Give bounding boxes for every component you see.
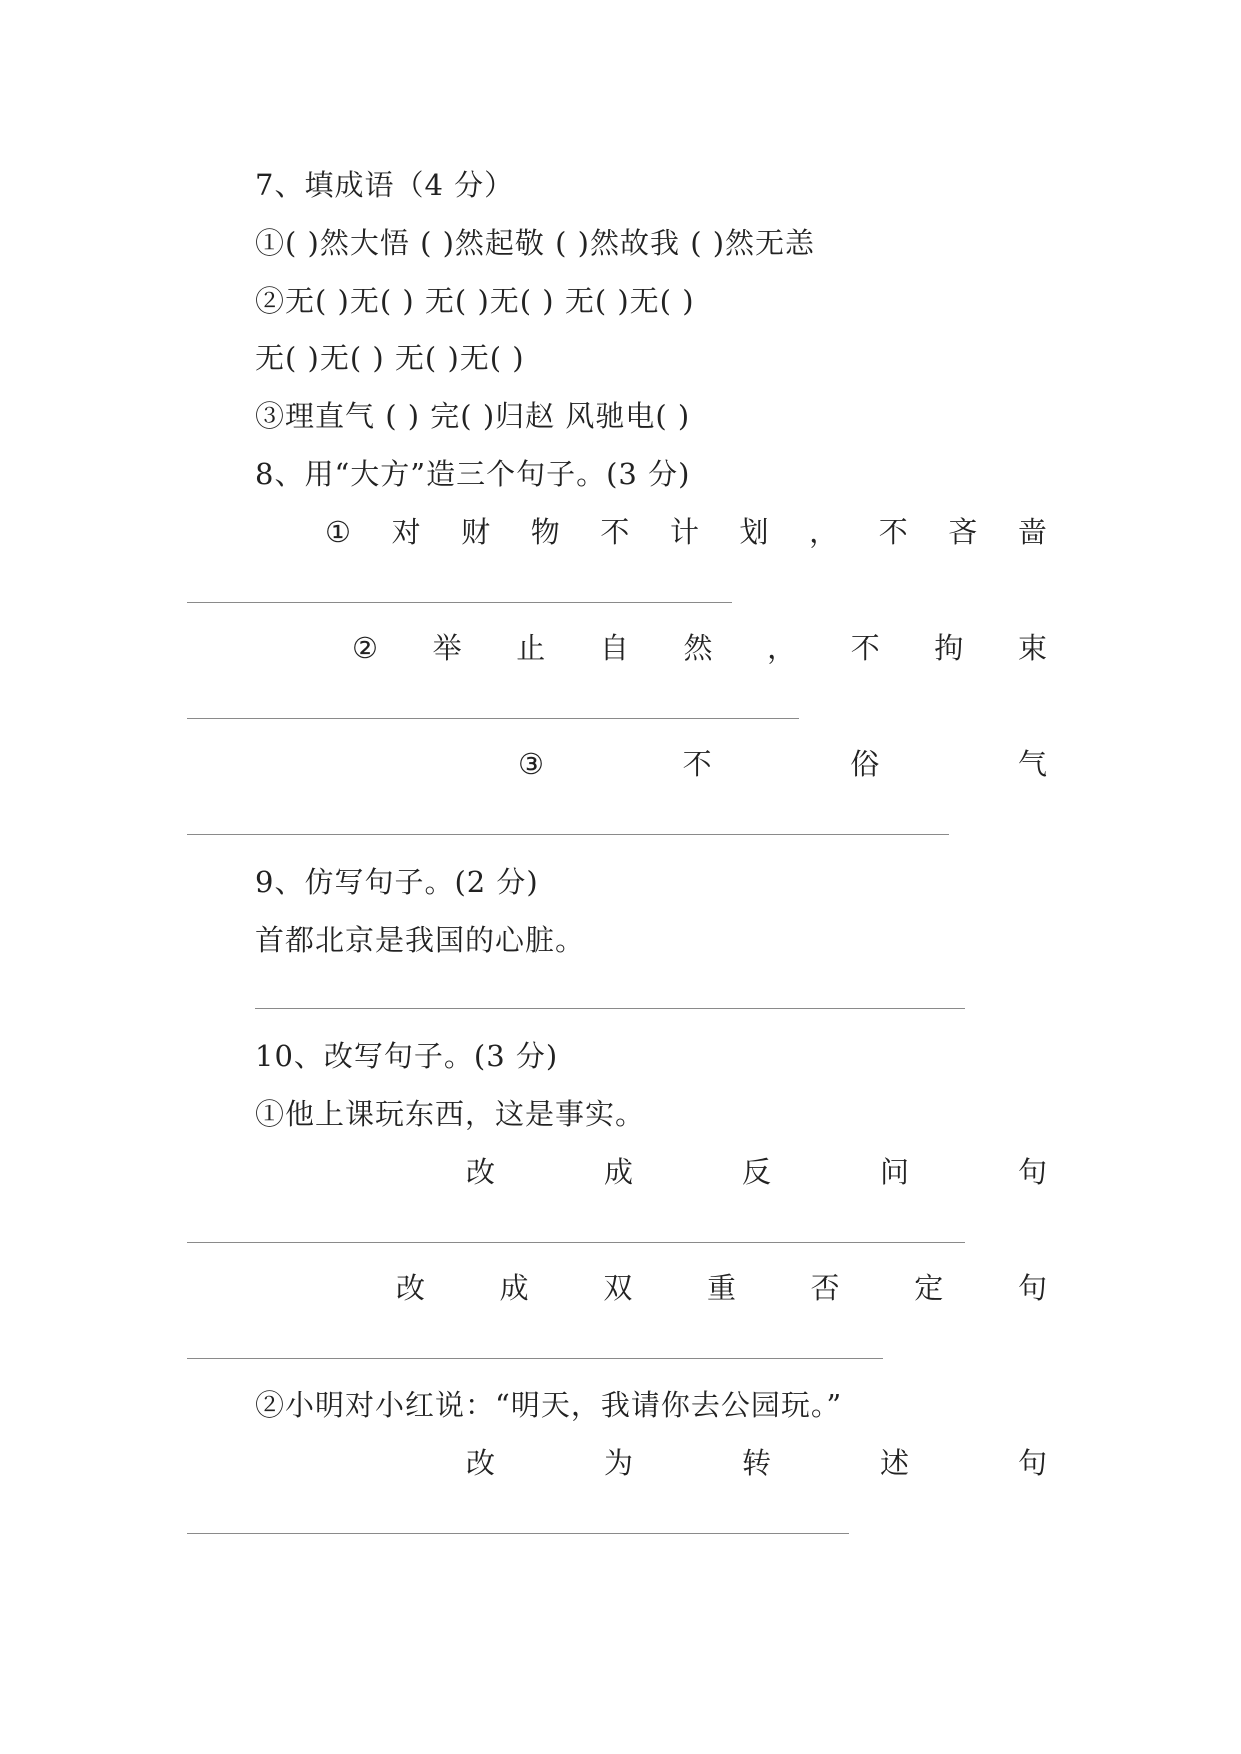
q8-item-2-char: ， [767,631,797,665]
answer-blank[interactable] [187,602,732,603]
q10-task-1 [466,1152,1047,1192]
answer-blank[interactable] [187,1533,849,1534]
q8-item-2-char: 止 [516,631,546,665]
q7-row-4: ③理直气 ( ) 完( )归赵 风驰电( ) [255,399,691,433]
q10-task-2-char: 定 [914,1271,944,1305]
q10-title: 10、改写句子。(3 分) [255,1039,559,1073]
q8-item-1-char: ① [325,515,351,549]
q8-item-2-char: 束 [1017,631,1047,665]
q8-item-1-char: 物 [530,515,560,549]
q8-item-2-char: 自 [599,631,629,665]
q8-item-3-char: 不 [682,747,712,781]
q10-sentence-2: ②小明对小红说：“明天，我请你去公园玩。” [255,1388,843,1422]
q10-task-3 [466,1443,1047,1483]
q10-task-1-char: 改 [466,1155,496,1189]
answer-blank[interactable] [187,1242,965,1243]
q9-sentence: 首都北京是我国的心脏。 [255,923,586,957]
q8-item-2-char: 然 [683,631,713,665]
q10-task-3-char: 为 [603,1446,633,1480]
q8-item-1-char: 对 [391,515,421,549]
q10-task-2-char: 双 [603,1271,633,1305]
q10-task-2 [396,1268,1047,1308]
q8-item-1-char: 计 [669,515,699,549]
q10-task-3-char: 改 [466,1446,496,1480]
q8-item-3-char: ③ [518,747,544,781]
q7-row-1: ①( )然大悟 ( )然起敬 ( )然故我 ( )然无恙 [255,226,816,260]
q10-task-2-char: 句 [1017,1271,1047,1305]
q8-item-2-char: 拘 [934,631,964,665]
q7-title: 7、填成语（4 分） [255,168,515,202]
q8-item-2 [352,628,1047,668]
q8-item-1-char: 划 [739,515,769,549]
q8-item-1-char: ， [809,515,839,549]
q10-task-1-char: 问 [879,1155,909,1189]
q7-row-2: ②无( )无( ) 无( )无( ) 无( )无( ) [255,284,695,318]
q10-task-1-char: 句 [1017,1155,1047,1189]
q9-title: 9、仿写句子。(2 分) [255,865,539,899]
q10-task-3-char: 转 [741,1446,771,1480]
q7-row-3: 无( )无( ) 无( )无( ) [255,341,525,375]
q8-item-1-char: 不 [600,515,630,549]
q8-item-2-char: 举 [432,631,462,665]
answer-blank[interactable] [187,1358,883,1359]
q10-sentence-1: ①他上课玩东西，这是事实。 [255,1097,646,1131]
answer-blank[interactable] [255,1008,965,1009]
q8-title: 8、用“大方”造三个句子。(3 分) [255,457,691,491]
q10-task-1-char: 成 [603,1155,633,1189]
q8-item-2-char: ② [352,631,378,665]
q10-task-1-char: 反 [741,1155,771,1189]
q8-item-1-char: 不 [878,515,908,549]
q8-item-3 [518,744,1047,784]
q8-item-3-char: 气 [1017,747,1047,781]
q8-item-2-char: 不 [850,631,880,665]
q8-item-1-char: 财 [461,515,491,549]
q10-task-3-char: 句 [1017,1446,1047,1480]
q8-item-1 [325,512,1047,552]
answer-blank[interactable] [187,834,949,835]
q10-task-3-char: 述 [879,1446,909,1480]
q8-item-1-char: 啬 [1017,515,1047,549]
q10-task-2-char: 重 [706,1271,736,1305]
q8-item-1-char: 吝 [948,515,978,549]
q8-item-3-char: 俗 [850,747,880,781]
q10-task-2-char: 成 [499,1271,529,1305]
answer-blank[interactable] [187,718,799,719]
q10-task-2-char: 改 [396,1271,426,1305]
q10-task-2-char: 否 [810,1271,840,1305]
